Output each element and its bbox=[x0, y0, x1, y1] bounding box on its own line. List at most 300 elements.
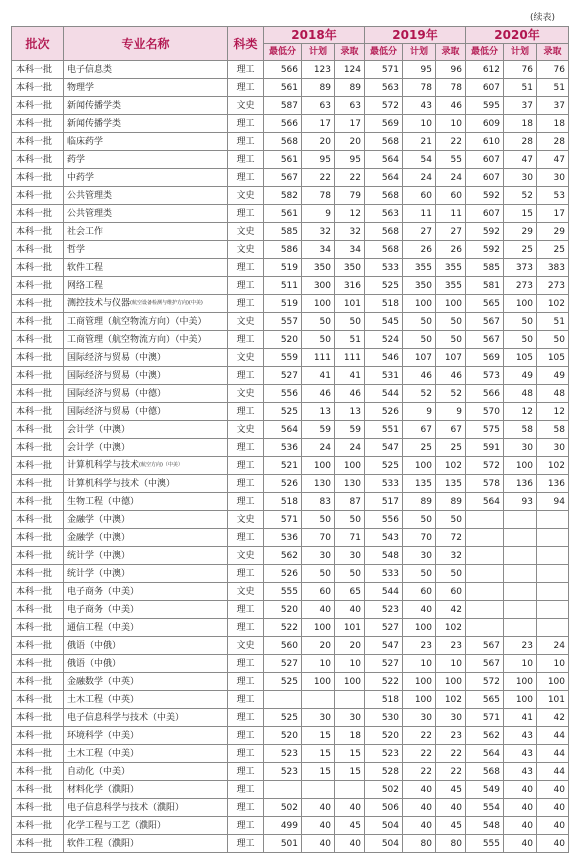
plan-cell: 130 bbox=[302, 475, 335, 493]
min-score-cell: 502 bbox=[365, 781, 403, 799]
admitted-cell: 22 bbox=[436, 133, 466, 151]
plan-cell: 70 bbox=[403, 529, 436, 547]
type-cell: 理工 bbox=[228, 763, 264, 781]
min-score-cell: 527 bbox=[365, 655, 403, 673]
min-score-cell: 544 bbox=[365, 583, 403, 601]
type-cell: 文史 bbox=[228, 385, 264, 403]
major-name: 统计学（中澳） bbox=[67, 550, 131, 561]
major-cell bbox=[64, 79, 228, 97]
plan-cell: 373 bbox=[504, 259, 537, 277]
major-name: 新闻传播学类 bbox=[67, 118, 122, 129]
major-cell bbox=[64, 745, 228, 763]
min-score-cell bbox=[264, 691, 302, 709]
batch-cell: 本科一批 bbox=[12, 241, 64, 259]
admitted-cell: 78 bbox=[436, 79, 466, 97]
min-score-cell: 564 bbox=[466, 493, 504, 511]
type-cell: 文史 bbox=[228, 637, 264, 655]
admitted-cell bbox=[335, 691, 365, 709]
type-cell: 文史 bbox=[228, 511, 264, 529]
table-row bbox=[12, 655, 569, 673]
admitted-cell: 105 bbox=[537, 349, 569, 367]
admitted-cell: 89 bbox=[335, 79, 365, 97]
plan-cell: 52 bbox=[403, 385, 436, 403]
table-row bbox=[12, 313, 569, 331]
min-score-cell: 568 bbox=[264, 133, 302, 151]
major-cell bbox=[64, 295, 228, 313]
header-type: 科类 bbox=[228, 27, 264, 61]
major-name: 软件工程（濮阳） bbox=[67, 838, 140, 849]
plan-cell: 11 bbox=[403, 205, 436, 223]
plan-cell: 50 bbox=[302, 331, 335, 349]
plan-cell: 26 bbox=[403, 241, 436, 259]
type-cell: 理工 bbox=[228, 727, 264, 745]
table-row bbox=[12, 709, 569, 727]
admitted-cell: 17 bbox=[537, 205, 569, 223]
min-score-cell: 568 bbox=[365, 187, 403, 205]
admitted-cell: 13 bbox=[335, 403, 365, 421]
table-row bbox=[12, 223, 569, 241]
table-row bbox=[12, 79, 569, 97]
table-row bbox=[12, 367, 569, 385]
admitted-cell: 51 bbox=[537, 79, 569, 97]
major-cell bbox=[64, 421, 228, 439]
admitted-cell: 30 bbox=[537, 439, 569, 457]
plan-cell: 40 bbox=[504, 799, 537, 817]
table-row bbox=[12, 727, 569, 745]
major-name: 工商管理（航空物流方向）（中美） bbox=[67, 334, 207, 345]
min-score-cell: 523 bbox=[264, 745, 302, 763]
min-score-cell: 546 bbox=[365, 349, 403, 367]
admitted-cell: 41 bbox=[335, 367, 365, 385]
min-score-cell: 592 bbox=[466, 223, 504, 241]
admitted-cell: 49 bbox=[537, 367, 569, 385]
plan-cell: 24 bbox=[403, 169, 436, 187]
min-score-cell: 572 bbox=[466, 673, 504, 691]
admitted-cell: 76 bbox=[537, 61, 569, 79]
admitted-cell: 89 bbox=[436, 493, 466, 511]
type-cell: 文史 bbox=[228, 313, 264, 331]
header-plan: 计划 bbox=[302, 44, 335, 61]
min-score-cell: 567 bbox=[264, 169, 302, 187]
major-name: 生物工程（中德） bbox=[67, 496, 140, 507]
plan-cell: 89 bbox=[403, 493, 436, 511]
admitted-cell bbox=[537, 583, 569, 601]
min-score-cell: 587 bbox=[264, 97, 302, 115]
plan-cell: 78 bbox=[302, 187, 335, 205]
table-row bbox=[12, 331, 569, 349]
admitted-cell: 12 bbox=[335, 205, 365, 223]
admitted-cell: 30 bbox=[335, 709, 365, 727]
min-score-cell: 533 bbox=[365, 475, 403, 493]
min-score-cell: 504 bbox=[365, 835, 403, 853]
min-score-cell: 607 bbox=[466, 151, 504, 169]
min-score-cell: 547 bbox=[365, 439, 403, 457]
admitted-cell: 50 bbox=[335, 565, 365, 583]
plan-cell: 15 bbox=[302, 763, 335, 781]
plan-cell: 100 bbox=[403, 691, 436, 709]
min-score-cell: 609 bbox=[466, 115, 504, 133]
plan-cell: 100 bbox=[403, 457, 436, 475]
min-score-cell: 564 bbox=[264, 421, 302, 439]
table-row bbox=[12, 187, 569, 205]
min-score-cell: 567 bbox=[466, 313, 504, 331]
type-cell: 理工 bbox=[228, 529, 264, 547]
min-score-cell: 525 bbox=[264, 709, 302, 727]
plan-cell: 30 bbox=[403, 709, 436, 727]
admitted-cell: 100 bbox=[335, 673, 365, 691]
table-row bbox=[12, 637, 569, 655]
min-score-cell: 525 bbox=[365, 457, 403, 475]
admitted-cell: 50 bbox=[436, 511, 466, 529]
batch-cell: 本科一批 bbox=[12, 277, 64, 295]
plan-cell: 54 bbox=[403, 151, 436, 169]
min-score-cell: 568 bbox=[466, 763, 504, 781]
type-cell: 文史 bbox=[228, 421, 264, 439]
type-cell: 理工 bbox=[228, 565, 264, 583]
table-row bbox=[12, 745, 569, 763]
admitted-cell: 102 bbox=[537, 457, 569, 475]
plan-cell: 76 bbox=[504, 61, 537, 79]
batch-cell: 本科一批 bbox=[12, 457, 64, 475]
admitted-cell: 20 bbox=[335, 133, 365, 151]
plan-cell: 40 bbox=[403, 601, 436, 619]
admitted-cell: 44 bbox=[537, 745, 569, 763]
admitted-cell: 17 bbox=[335, 115, 365, 133]
table-row bbox=[12, 601, 569, 619]
batch-cell: 本科一批 bbox=[12, 403, 64, 421]
plan-cell: 40 bbox=[403, 781, 436, 799]
plan-cell: 136 bbox=[504, 475, 537, 493]
plan-cell: 83 bbox=[302, 493, 335, 511]
admitted-cell: 40 bbox=[537, 781, 569, 799]
min-score-cell: 610 bbox=[466, 133, 504, 151]
major-cell bbox=[64, 835, 228, 853]
plan-cell: 40 bbox=[504, 817, 537, 835]
min-score-cell: 522 bbox=[264, 619, 302, 637]
major-cell bbox=[64, 619, 228, 637]
major-cell bbox=[64, 223, 228, 241]
major-cell bbox=[64, 799, 228, 817]
admitted-cell: 40 bbox=[335, 601, 365, 619]
major-name: 环境科学（中美） bbox=[67, 730, 140, 741]
type-cell: 理工 bbox=[228, 835, 264, 853]
plan-cell: 27 bbox=[403, 223, 436, 241]
plan-cell: 15 bbox=[302, 727, 335, 745]
admitted-cell: 95 bbox=[335, 151, 365, 169]
plan-cell: 50 bbox=[302, 313, 335, 331]
plan-cell: 50 bbox=[504, 313, 537, 331]
major-name: 国际经济与贸易（中澳） bbox=[67, 352, 167, 363]
plan-cell bbox=[302, 781, 335, 799]
min-score-cell: 530 bbox=[365, 709, 403, 727]
admitted-cell: 45 bbox=[436, 817, 466, 835]
major-cell bbox=[64, 187, 228, 205]
min-score-cell: 511 bbox=[264, 277, 302, 295]
header-plan: 计划 bbox=[403, 44, 436, 61]
type-cell: 理工 bbox=[228, 655, 264, 673]
admitted-cell: 12 bbox=[537, 403, 569, 421]
type-cell: 理工 bbox=[228, 367, 264, 385]
major-name: 土木工程（中英） bbox=[67, 694, 140, 705]
major-name: 哲学 bbox=[67, 244, 86, 255]
min-score-cell: 565 bbox=[466, 295, 504, 313]
batch-cell: 本科一批 bbox=[12, 385, 64, 403]
min-score-cell: 523 bbox=[365, 601, 403, 619]
admitted-cell bbox=[537, 565, 569, 583]
major-name: 金融数学（中英） bbox=[67, 676, 140, 687]
min-score-cell: 499 bbox=[264, 817, 302, 835]
type-cell: 文史 bbox=[228, 97, 264, 115]
admitted-cell: 101 bbox=[335, 295, 365, 313]
plan-cell: 30 bbox=[403, 547, 436, 565]
header-year-2020: 2020年 bbox=[466, 27, 569, 44]
major-cell bbox=[64, 259, 228, 277]
admitted-cell bbox=[335, 781, 365, 799]
batch-cell: 本科一批 bbox=[12, 259, 64, 277]
major-cell bbox=[64, 583, 228, 601]
type-cell: 理工 bbox=[228, 439, 264, 457]
min-score-cell: 527 bbox=[365, 619, 403, 637]
major-cell bbox=[64, 817, 228, 835]
min-score-cell: 526 bbox=[264, 475, 302, 493]
min-score-cell: 578 bbox=[466, 475, 504, 493]
plan-cell: 17 bbox=[302, 115, 335, 133]
batch-cell: 本科一批 bbox=[12, 583, 64, 601]
table-row bbox=[12, 547, 569, 565]
plan-cell: 43 bbox=[504, 745, 537, 763]
plan-cell: 30 bbox=[302, 709, 335, 727]
header-major: 专业名称 bbox=[64, 27, 228, 61]
plan-cell: 355 bbox=[403, 259, 436, 277]
min-score-cell: 561 bbox=[264, 151, 302, 169]
admitted-cell: 355 bbox=[436, 259, 466, 277]
plan-cell: 25 bbox=[403, 439, 436, 457]
min-score-cell: 568 bbox=[365, 133, 403, 151]
plan-cell: 24 bbox=[302, 439, 335, 457]
type-cell: 理工 bbox=[228, 151, 264, 169]
min-score-cell: 585 bbox=[466, 259, 504, 277]
major-cell bbox=[64, 439, 228, 457]
plan-cell: 10 bbox=[403, 655, 436, 673]
min-score-cell: 575 bbox=[466, 421, 504, 439]
admitted-cell: 50 bbox=[537, 331, 569, 349]
admitted-cell: 48 bbox=[537, 385, 569, 403]
min-score-cell: 521 bbox=[264, 457, 302, 475]
min-score-cell: 560 bbox=[264, 637, 302, 655]
admitted-cell: 51 bbox=[537, 313, 569, 331]
plan-cell: 40 bbox=[302, 601, 335, 619]
table-body bbox=[12, 61, 569, 853]
plan-cell: 350 bbox=[403, 277, 436, 295]
table-row bbox=[12, 817, 569, 835]
admitted-cell: 59 bbox=[335, 421, 365, 439]
admitted-cell: 111 bbox=[335, 349, 365, 367]
batch-cell: 本科一批 bbox=[12, 61, 64, 79]
admitted-cell: 22 bbox=[436, 763, 466, 781]
admitted-cell: 100 bbox=[436, 295, 466, 313]
plan-cell: 43 bbox=[403, 97, 436, 115]
plan-cell: 100 bbox=[403, 295, 436, 313]
table-row bbox=[12, 565, 569, 583]
major-cell bbox=[64, 367, 228, 385]
min-score-cell: 501 bbox=[264, 835, 302, 853]
major-name: 俄语（中俄） bbox=[67, 658, 122, 669]
plan-cell: 30 bbox=[504, 439, 537, 457]
major-name: 国际经济与贸易（中德） bbox=[67, 388, 167, 399]
admitted-cell: 11 bbox=[436, 205, 466, 223]
table-row bbox=[12, 493, 569, 511]
table-row bbox=[12, 475, 569, 493]
admitted-cell: 32 bbox=[436, 547, 466, 565]
batch-cell: 本科一批 bbox=[12, 709, 64, 727]
min-score-cell bbox=[466, 511, 504, 529]
plan-cell: 37 bbox=[504, 97, 537, 115]
min-score-cell: 518 bbox=[264, 493, 302, 511]
plan-cell: 100 bbox=[403, 673, 436, 691]
plan-cell: 273 bbox=[504, 277, 537, 295]
admitted-cell: 100 bbox=[436, 673, 466, 691]
admitted-cell bbox=[537, 511, 569, 529]
min-score-cell: 563 bbox=[365, 79, 403, 97]
plan-cell: 107 bbox=[403, 349, 436, 367]
plan-cell: 50 bbox=[504, 331, 537, 349]
plan-cell: 13 bbox=[302, 403, 335, 421]
admitted-cell: 67 bbox=[436, 421, 466, 439]
admitted-cell: 25 bbox=[436, 439, 466, 457]
min-score-cell: 562 bbox=[264, 547, 302, 565]
major-note: (航空方向)（中美） bbox=[139, 462, 183, 469]
min-score-cell: 564 bbox=[365, 169, 403, 187]
admitted-cell: 63 bbox=[335, 97, 365, 115]
admitted-cell: 316 bbox=[335, 277, 365, 295]
plan-cell: 29 bbox=[504, 223, 537, 241]
min-score-cell: 533 bbox=[365, 259, 403, 277]
major-name: 新闻传播学类 bbox=[67, 100, 122, 111]
admitted-cell: 10 bbox=[335, 655, 365, 673]
min-score-cell: 549 bbox=[466, 781, 504, 799]
type-cell: 理工 bbox=[228, 709, 264, 727]
min-score-cell: 568 bbox=[365, 223, 403, 241]
admitted-cell: 30 bbox=[436, 709, 466, 727]
major-name: 软件工程 bbox=[67, 262, 104, 273]
batch-cell: 本科一批 bbox=[12, 439, 64, 457]
min-score-cell: 565 bbox=[466, 691, 504, 709]
plan-cell: 50 bbox=[302, 511, 335, 529]
min-score-cell: 533 bbox=[365, 565, 403, 583]
batch-cell: 本科一批 bbox=[12, 187, 64, 205]
min-score-cell: 573 bbox=[466, 367, 504, 385]
admitted-cell: 23 bbox=[436, 637, 466, 655]
min-score-cell: 504 bbox=[365, 817, 403, 835]
min-score-cell: 569 bbox=[466, 349, 504, 367]
header-year-2019: 2019年 bbox=[365, 27, 466, 44]
table-row bbox=[12, 439, 569, 457]
type-cell: 文史 bbox=[228, 241, 264, 259]
min-score-cell: 520 bbox=[264, 601, 302, 619]
plan-cell: 48 bbox=[504, 385, 537, 403]
batch-cell: 本科一批 bbox=[12, 727, 64, 745]
batch-cell: 本科一批 bbox=[12, 781, 64, 799]
admitted-cell: 101 bbox=[537, 691, 569, 709]
type-cell: 文史 bbox=[228, 583, 264, 601]
type-cell: 理工 bbox=[228, 781, 264, 799]
major-name: 国际经济与贸易（中德） bbox=[67, 406, 167, 417]
min-score-cell: 523 bbox=[264, 763, 302, 781]
batch-cell: 本科一批 bbox=[12, 295, 64, 313]
table-row bbox=[12, 295, 569, 313]
min-score-cell bbox=[466, 619, 504, 637]
major-cell bbox=[64, 781, 228, 799]
min-score-cell: 567 bbox=[466, 655, 504, 673]
admitted-cell: 40 bbox=[436, 799, 466, 817]
major-cell bbox=[64, 403, 228, 421]
min-score-cell: 554 bbox=[466, 799, 504, 817]
min-score-cell: 525 bbox=[264, 673, 302, 691]
min-score-cell: 572 bbox=[466, 457, 504, 475]
plan-cell: 21 bbox=[403, 133, 436, 151]
min-score-cell: 572 bbox=[365, 97, 403, 115]
min-score-cell: 506 bbox=[365, 799, 403, 817]
admitted-cell: 53 bbox=[537, 187, 569, 205]
major-name: 电子信息科学与技术（中美） bbox=[67, 712, 185, 723]
major-name: 通信工程（中美） bbox=[67, 622, 140, 633]
plan-cell bbox=[504, 565, 537, 583]
plan-cell: 22 bbox=[302, 169, 335, 187]
admitted-cell: 51 bbox=[335, 331, 365, 349]
major-cell bbox=[64, 475, 228, 493]
admitted-cell: 101 bbox=[335, 619, 365, 637]
admitted-cell: 383 bbox=[537, 259, 569, 277]
min-score-cell: 527 bbox=[264, 367, 302, 385]
major-cell bbox=[64, 61, 228, 79]
plan-cell: 100 bbox=[504, 295, 537, 313]
major-cell bbox=[64, 385, 228, 403]
plan-cell bbox=[504, 547, 537, 565]
major-cell bbox=[64, 529, 228, 547]
table-row bbox=[12, 205, 569, 223]
type-cell: 理工 bbox=[228, 745, 264, 763]
min-score-cell: 561 bbox=[264, 79, 302, 97]
batch-cell: 本科一批 bbox=[12, 79, 64, 97]
type-cell: 理工 bbox=[228, 295, 264, 313]
major-cell bbox=[64, 277, 228, 295]
table-row bbox=[12, 421, 569, 439]
admitted-cell bbox=[537, 529, 569, 547]
min-score-cell: 586 bbox=[264, 241, 302, 259]
admitted-cell: 10 bbox=[537, 655, 569, 673]
type-cell: 理工 bbox=[228, 799, 264, 817]
plan-cell: 46 bbox=[403, 367, 436, 385]
batch-cell: 本科一批 bbox=[12, 619, 64, 637]
plan-cell: 105 bbox=[504, 349, 537, 367]
batch-cell: 本科一批 bbox=[12, 205, 64, 223]
admitted-cell: 355 bbox=[436, 277, 466, 295]
min-score-cell: 547 bbox=[365, 637, 403, 655]
table-row bbox=[12, 457, 569, 475]
major-name: 临床药学 bbox=[67, 136, 104, 147]
plan-cell: 67 bbox=[403, 421, 436, 439]
min-score-cell: 502 bbox=[264, 799, 302, 817]
plan-cell: 100 bbox=[302, 673, 335, 691]
plan-cell: 9 bbox=[302, 205, 335, 223]
table-row bbox=[12, 169, 569, 187]
admitted-cell: 34 bbox=[335, 241, 365, 259]
batch-cell: 本科一批 bbox=[12, 547, 64, 565]
plan-cell: 100 bbox=[302, 457, 335, 475]
min-score-cell: 592 bbox=[466, 241, 504, 259]
type-cell: 理工 bbox=[228, 205, 264, 223]
plan-cell: 10 bbox=[504, 655, 537, 673]
